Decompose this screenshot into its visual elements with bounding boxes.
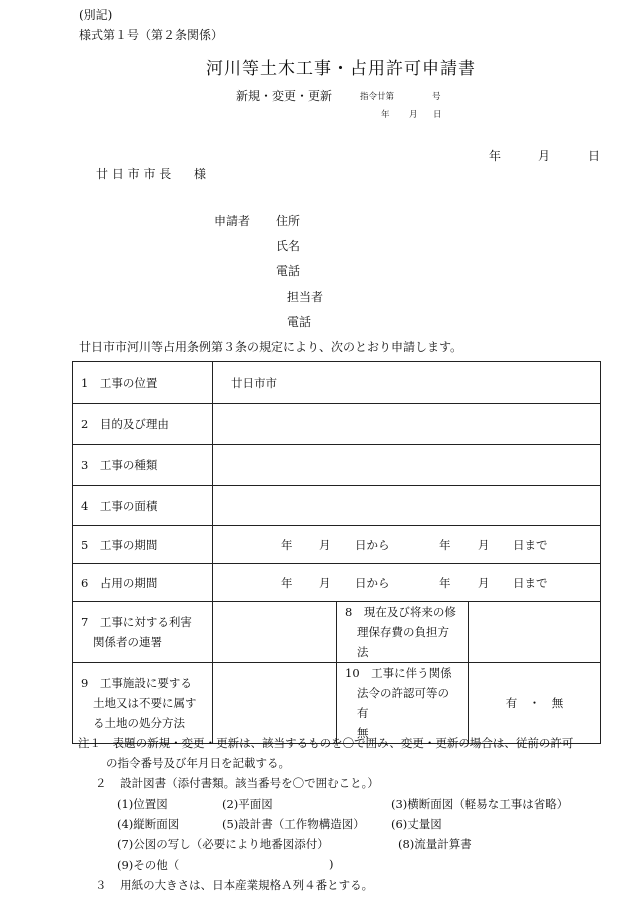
construction-type-value[interactable]	[213, 445, 601, 486]
construction-type-label: 3 工事の種類	[73, 445, 213, 486]
date-year: 年	[489, 149, 502, 163]
period-from: 日から	[355, 538, 390, 552]
table-row	[73, 564, 601, 602]
period-month: 月	[319, 538, 331, 552]
construction-location-value[interactable]: 廿日市市	[213, 362, 601, 404]
application-kind: 新規・変更・更新	[236, 89, 333, 103]
occupancy-period-value[interactable]	[213, 564, 601, 602]
permits-label-line-3: 無	[357, 726, 369, 740]
period-year: 年	[281, 576, 293, 590]
period-year: 年	[281, 538, 293, 552]
land-disposal-label	[73, 663, 213, 744]
purpose-label: 2 目的及び理由	[73, 404, 213, 445]
land-label-line-1: 9 工事施設に要する	[81, 676, 192, 690]
permit-day: 日	[433, 110, 442, 120]
land-disposal-value[interactable]	[213, 663, 337, 744]
addressee-honorific: 様	[194, 167, 207, 181]
note-1-line-1: 表題の新規・変更・更新は、該当するものを〇で囲み、変更・更新の場合は、従前の許可	[112, 736, 574, 750]
permit-year: 年	[381, 110, 390, 120]
stakeholder-label-line-2: 関係者の連署	[93, 635, 162, 649]
doc-cadastral-copy: (7)公図の写し（必要により地番図添付）	[117, 837, 329, 851]
doc-survey-map: (6)丈量図	[391, 817, 442, 831]
table-row	[73, 663, 601, 744]
applicant-address-label: 住所	[276, 214, 301, 228]
note-1	[78, 735, 573, 751]
doc-flow-calculation: (8)流量計算書	[398, 837, 472, 851]
table-row	[73, 404, 601, 445]
stakeholder-label-line-1: 7 工事に対する利害	[81, 615, 192, 629]
construction-area-value[interactable]	[213, 486, 601, 526]
applicant-label: 申請者	[214, 214, 251, 228]
period-month-2: 月	[478, 576, 490, 590]
period-year-2: 年	[439, 538, 451, 552]
doc-other: (9)その他（	[117, 858, 180, 872]
note-3-text: 用紙の大きさは、日本産業規格Ａ列４番とする。	[120, 878, 374, 892]
date-day: 日	[588, 149, 601, 163]
stakeholder-signature-label	[73, 602, 213, 663]
period-from: 日から	[355, 576, 390, 590]
permits-label-line-2: 法令の許認可等の有	[357, 686, 449, 720]
applicant-name-label: 氏名	[276, 239, 301, 253]
doc-plan-view: (2)平面図	[222, 797, 273, 811]
note-2	[95, 775, 379, 791]
maintenance-label-line-2: 理保存費の負担方法	[357, 625, 449, 659]
note-3-prefix: ３	[95, 878, 107, 892]
table-row	[73, 445, 601, 486]
application-table	[72, 361, 601, 744]
related-permits-choice[interactable]: 有 ・ 無	[469, 663, 601, 744]
period-month: 月	[319, 576, 331, 590]
page-title: 河川等土木工事・占用許可申請書	[206, 59, 476, 79]
doc-longitudinal-section: (4)縦断面図	[117, 817, 180, 831]
table-row	[73, 602, 601, 663]
permit-number-prefix: 指令廿第	[360, 92, 395, 102]
construction-period-label: 5 工事の期間	[73, 526, 213, 564]
permit-number-suffix: 号	[432, 92, 441, 102]
note-1-line-2: の指令番号及び年月日を記載する。	[106, 756, 290, 770]
note-2-text: 設計図書（添付書類。該当番号を〇で囲むこと。）	[120, 776, 379, 790]
contact-person-label: 担当者	[287, 290, 324, 304]
table-row	[73, 362, 601, 404]
form-number: 様式第１号（第２条関係）	[79, 28, 224, 42]
contact-phone-label: 電話	[287, 315, 312, 329]
doc-design-document: (5)設計書（工作物構造図）	[222, 817, 365, 831]
land-label-line-3: る土地の処分方法	[93, 716, 185, 730]
doc-location-map: (1)位置図	[117, 797, 168, 811]
permit-month: 月	[409, 110, 418, 120]
period-until: 日まで	[513, 576, 548, 590]
construction-location-label: 1 工事の位置	[73, 362, 213, 404]
construction-period-value[interactable]	[213, 526, 601, 564]
land-label-line-2: 土地又は不要に属す	[93, 696, 197, 710]
occupancy-period-label: 6 占用の期間	[73, 564, 213, 602]
stakeholder-signature-value[interactable]	[213, 602, 337, 663]
maintenance-label-line-1: 8 現在及び将来の修	[345, 605, 456, 619]
note-3	[95, 877, 373, 893]
period-until: 日まで	[513, 538, 548, 552]
application-statement: 廿日市市河川等占用条例第３条の規定により、次のとおり申請します。	[79, 340, 463, 354]
period-month-2: 月	[478, 538, 490, 552]
appendix-label: (別記)	[79, 8, 113, 22]
construction-area-label: 4 工事の面積	[73, 486, 213, 526]
applicant-phone-label: 電話	[276, 264, 301, 278]
doc-other-close: )	[329, 857, 334, 871]
maintenance-cost-label	[337, 602, 469, 663]
table-row	[73, 526, 601, 564]
permits-label-line-1: 10 工事に伴う関係	[345, 666, 452, 680]
maintenance-cost-value[interactable]	[469, 602, 601, 663]
related-permits-label	[337, 663, 469, 744]
note-2-prefix: ２	[95, 776, 107, 790]
purpose-value[interactable]	[213, 404, 601, 445]
date-month: 月	[538, 149, 551, 163]
doc-cross-section: (3)横断面図（軽易な工事は省略）	[391, 797, 569, 811]
addressee-name: 廿 日 市 市 長	[96, 167, 172, 181]
period-year-2: 年	[439, 576, 451, 590]
note-1-prefix: 注１	[78, 736, 101, 750]
table-row	[73, 486, 601, 526]
